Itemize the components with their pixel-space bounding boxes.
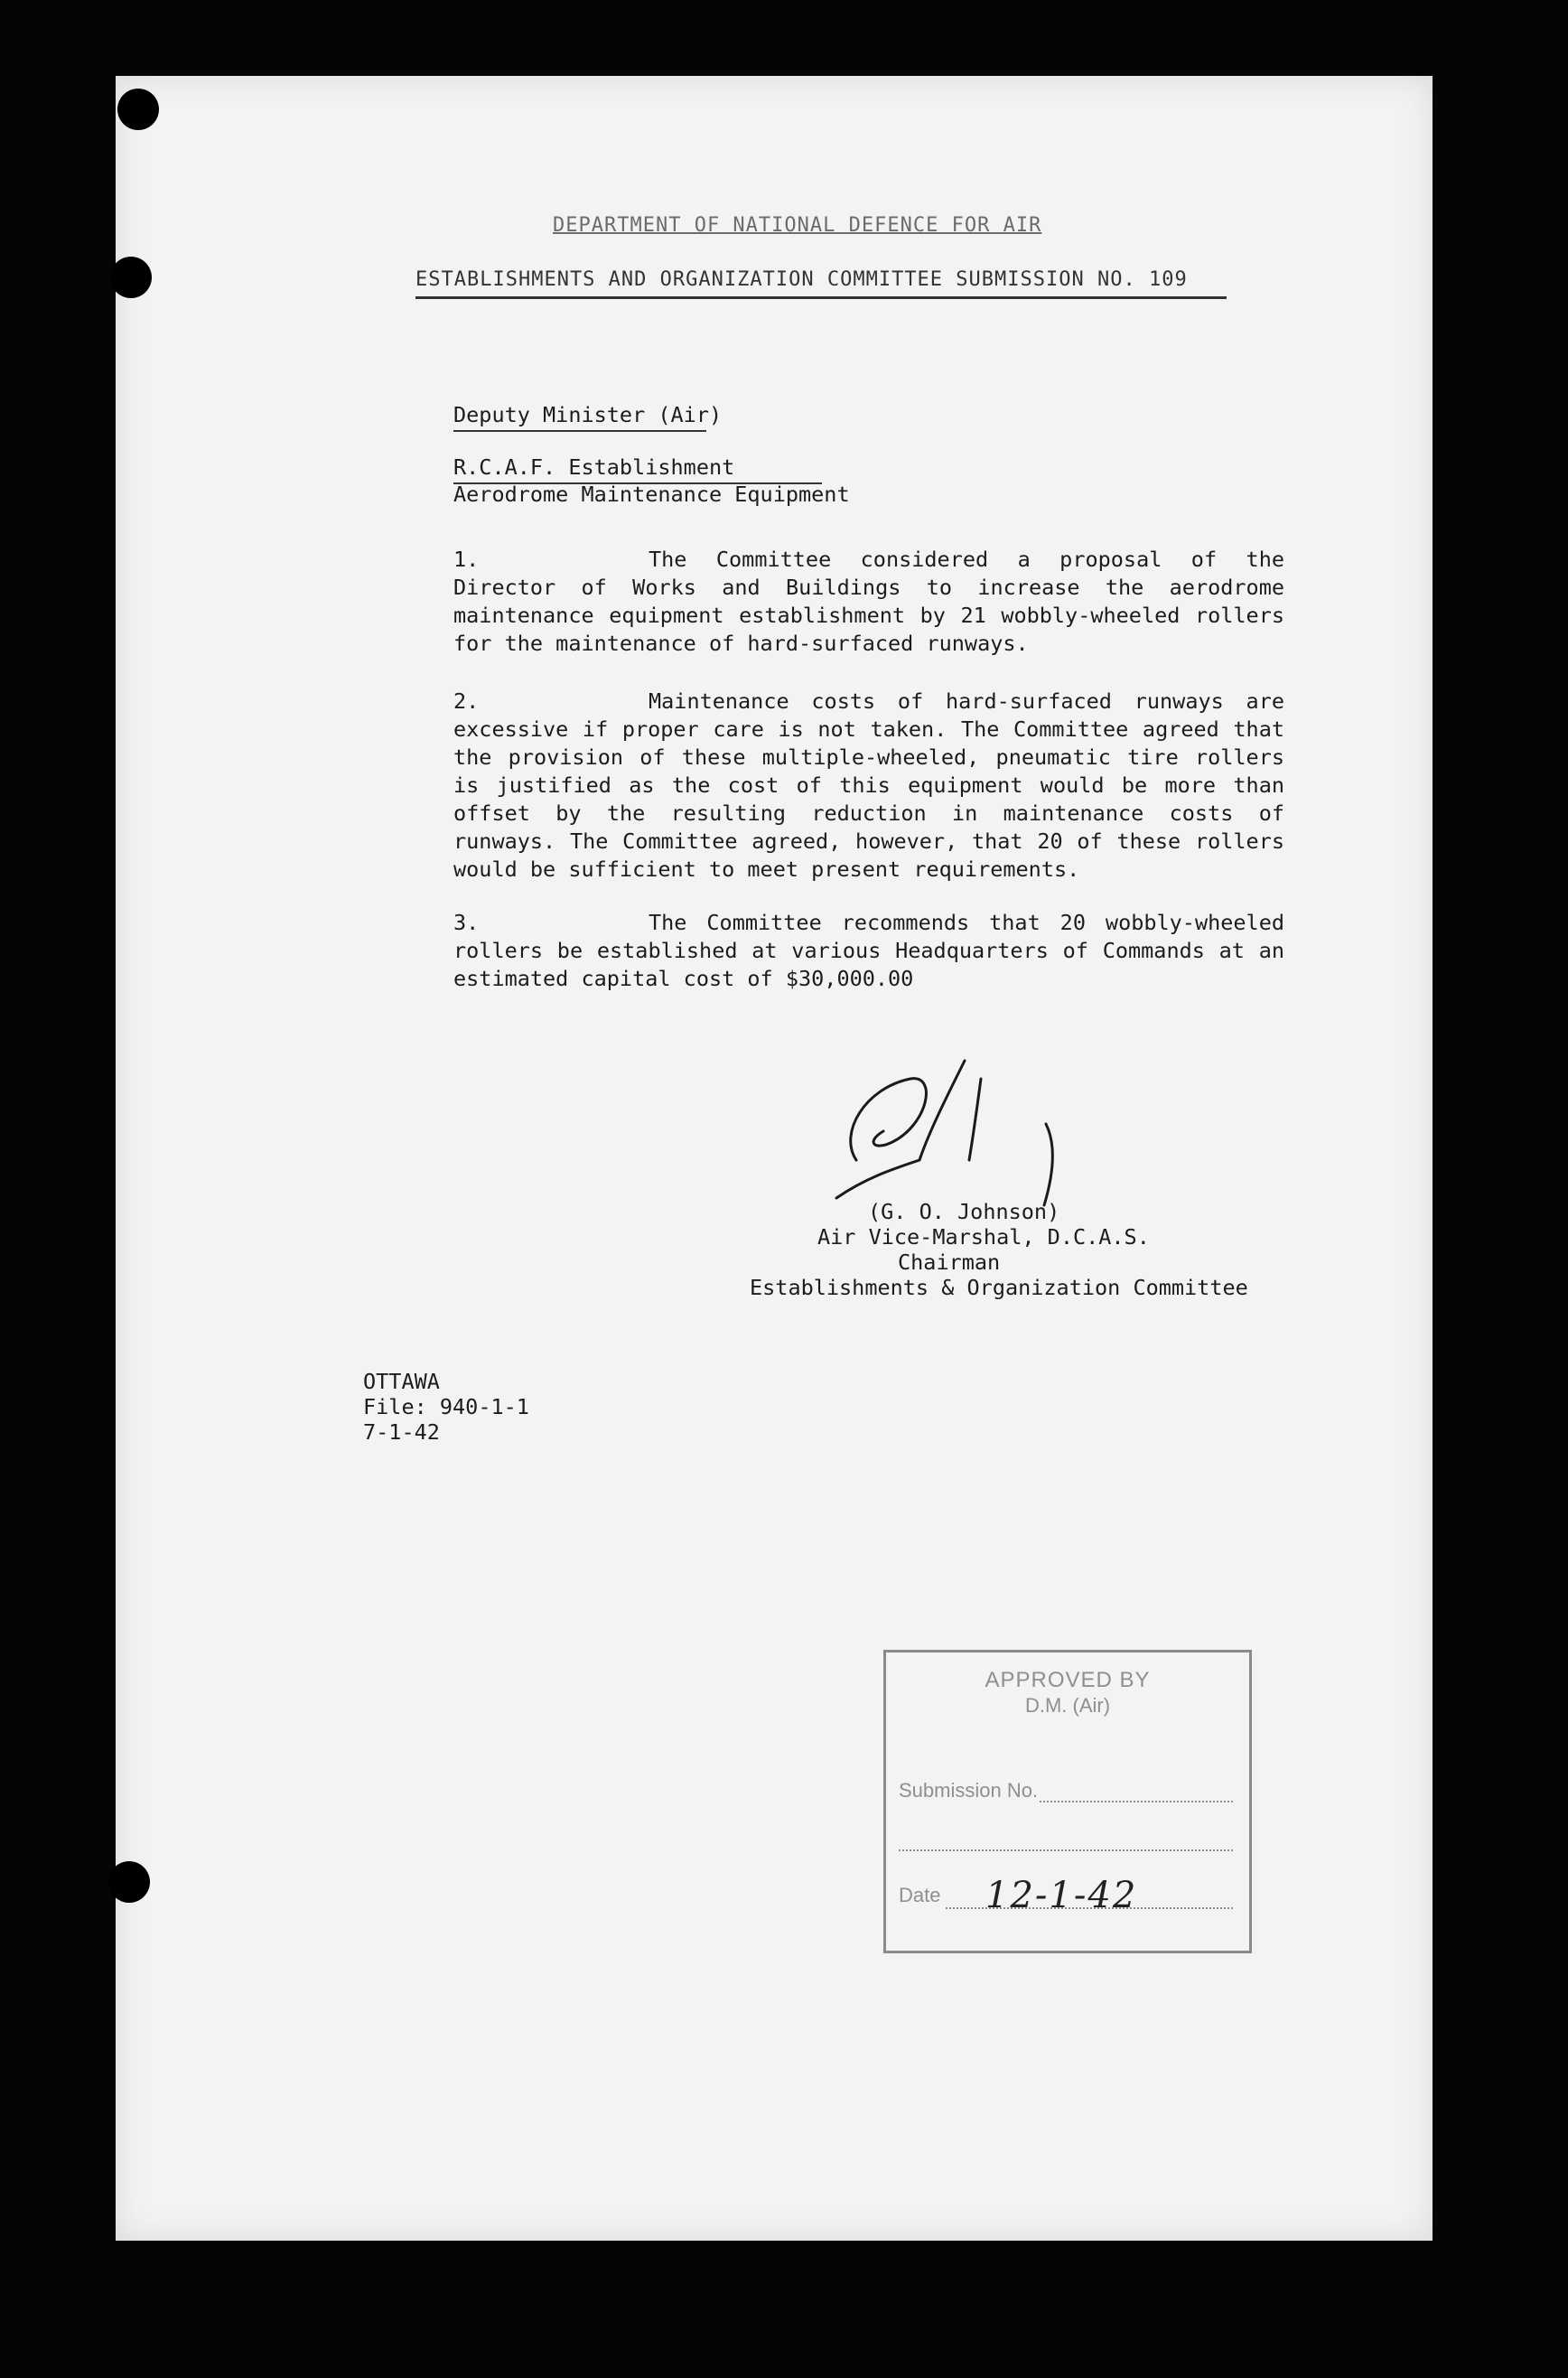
subject-line-1: R.C.A.F. Establishment [453, 454, 735, 480]
punch-hole-middle [110, 257, 152, 298]
stamp-date-label: Date [899, 1884, 941, 1906]
addressee-underline [453, 430, 706, 432]
stamp-submission-line [1040, 1801, 1233, 1802]
signatory-committee: Establishments & Organization Committee [750, 1275, 1248, 1300]
signatory-rank: Air Vice-Marshal, D.C.A.S. [817, 1224, 1150, 1250]
punch-hole-bottom [108, 1861, 150, 1903]
footer-file: File: 940-1-1 [363, 1394, 529, 1419]
approval-stamp [883, 1650, 1252, 1953]
stamp-title: APPROVED BY [985, 1668, 1151, 1692]
document-page [116, 76, 1433, 2241]
stamp-date-value: 12-1-42 [985, 1875, 1138, 1916]
heading-underline [415, 296, 1227, 299]
addressee: Deputy Minister (Air) [453, 402, 723, 427]
stamp-submission-label: Submission No. [899, 1779, 1039, 1802]
signatory-role: Chairman [898, 1250, 1001, 1275]
subject-line-2: Aerodrome Maintenance Equipment [453, 482, 850, 507]
paragraph-3-text: The Committee recommends that 20 wobbly-wheeled rollers be established at various Headquarters of Commands at an estimated capital cost of $30,000.00 [453, 910, 1284, 991]
footer-date: 7-1-42 [363, 1419, 440, 1445]
punch-hole-top [117, 89, 159, 130]
department-heading: DEPARTMENT OF NATIONAL DEFENCE FOR AIR [553, 214, 1042, 237]
submission-heading: ESTABLISHMENTS AND ORGANIZATION COMMITTEE SUBMISSION NO. 109 [415, 268, 1188, 291]
stamp-blank-line [899, 1849, 1233, 1851]
paragraph-1-number: 1. [453, 547, 480, 572]
paragraph-1-text: The Committee considered a proposal of the Director of Works and Buildings to increase the aerodrome maintenance equipment establishment by 21 wobbly-wheeled rollers for the maintenance of hard-surfaced runways. [453, 547, 1284, 656]
footer-place: OTTAWA [363, 1369, 440, 1394]
stamp-subtitle: D.M. (Air) [1024, 1694, 1111, 1717]
signatory-name: (G. O. Johnson) [868, 1199, 1060, 1224]
paragraph-3-number: 3. [453, 910, 480, 935]
paragraph-2-number: 2. [453, 688, 480, 714]
paragraph-2-text: Maintenance costs of hard-surfaced runways are excessive if proper care is not taken. The Committee agreed that the provision of these multiple-wheeled, pneumatic tire rollers is justified as the cost of this equipment would be more than offset by the resulting reduction in maintenance costs of runways. The Committee agreed, however, that 20 of these rollers would be sufficient to meet present requirements. [453, 688, 1284, 882]
